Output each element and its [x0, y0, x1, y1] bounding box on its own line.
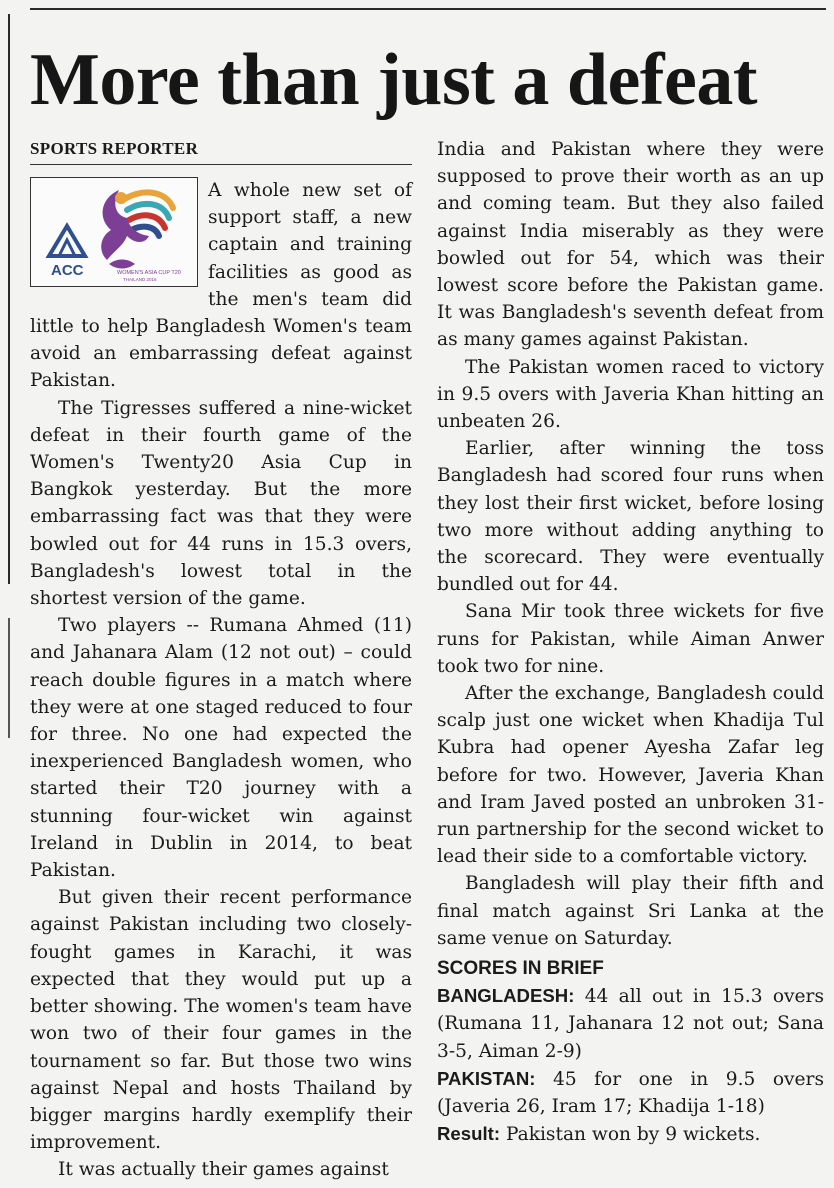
scores-heading: SCORES IN BRIEF [437, 958, 604, 980]
score-pakistan [437, 1065, 824, 1120]
top-rule [30, 8, 826, 10]
article-paragraph: A whole new set of support staff, a new captain and training facilities as good as the men's team did little to help Bangladesh Women's team avoid an embarrassing defeat against Pakistan. [30, 180, 412, 392]
headline: More than just a defeat [30, 39, 758, 121]
article-paragraph: But given their recent performance against Pakistan including two closely-fought games in Karachi, it was expected that they would put up a better showing. The women's team have won two of their four games in the tournament so far. But those two wins against Nepal and hosts Thailand by bigger margins hardly exemplify their improvement. [30, 887, 412, 1154]
article-paragraph: The Tigresses suffered a nine-wicket defeat in their fourth game of the Women's Twenty20 Asia Cup in Bangkok yesterday. But the more embarrassing fact was that they were bowled out for 44 runs in 15.3 overs, Bangladesh's lowest total in the shortest version of the game. [30, 397, 412, 610]
logo-brand-text: ACC [51, 262, 84, 279]
score-pakistan-label: PAKISTAN: [437, 1067, 536, 1089]
article-paragraph: India and Pakistan where they were supposed to prove their worth as an up and coming team. But they also failed against India miserably as they were bowled out for 54, which was their lowest score before the Pakistan game. It was Bangladesh's seventh defeat from as many games against Pakistan. [437, 139, 824, 351]
article-paragraph: Sana Mir took three wickets for five runs for Pakistan, while Aiman Anwer took two for nine. [437, 601, 824, 677]
score-pakistan-text: 45 for one in 9.5 overs (Javeria 26, Iram 17; Khadija 1-18) [437, 1068, 824, 1117]
tournament-logo [30, 177, 198, 287]
score-result [437, 1120, 824, 1148]
score-result-label: Result: [437, 1123, 501, 1145]
article-paragraph: Earlier, after winning the toss Bangladesh had scored four runs when they lost their first wicket, before losing two more without adding anything to the scorecard. They were eventually bundled out for 44. [437, 438, 824, 596]
article-column-2 [437, 136, 824, 1148]
article-column-1 [30, 136, 412, 1184]
article-paragraph: Bangladesh will play their fifth and final match against Sri Lanka at the same venue on Saturday. [437, 873, 824, 949]
score-bangladesh-label: BANGLADESH: [437, 985, 575, 1007]
logo-caption-text: WOMEN'S ASIA CUP T20 [117, 270, 181, 276]
article-paragraph: It was actually their games against [58, 1159, 389, 1181]
score-bangladesh [437, 982, 824, 1065]
article-paragraph: After the exchange, Bangladesh could scalp just one wicket when Khadija Tul Kubra had opener Ayesha Zafar leg before for two. However, Javeria Khan and Iram Javed posted an unbroken 31-run partnership for the second wicket to lead their side to a comfortable victory. [437, 683, 824, 868]
logo-subcaption-text: THAILAND 2016 [123, 277, 157, 282]
left-column-rule [8, 14, 10, 584]
score-bangladesh-text: 44 all out in 15.3 overs (Rumana 11, Jahanara 12 not out; Sana 3-5, Aiman 2-9) [437, 986, 824, 1062]
byline: SPORTS REPORTER [30, 136, 412, 165]
left-column-rule-lower [8, 618, 10, 738]
article-paragraph: Two players -- Rumana Ahmed (11) and Jahanara Alam (12 not out) – could reach double figures in a match where they were at one staged reduced to four for three. No one had expected the inexperienced Bangladesh women, who started their T20 journey with a stunning four-wicket win against Ireland in Dublin in 2014, to beat Pakistan. [30, 615, 412, 882]
score-result-text: Pakistan won by 9 wickets. [505, 1124, 761, 1146]
acc-womens-asia-cup-logo-image [31, 178, 196, 285]
article-paragraph: The Pakistan women raced to victory in 9.5 overs with Javeria Khan hitting an unbeaten 26. [437, 356, 824, 433]
